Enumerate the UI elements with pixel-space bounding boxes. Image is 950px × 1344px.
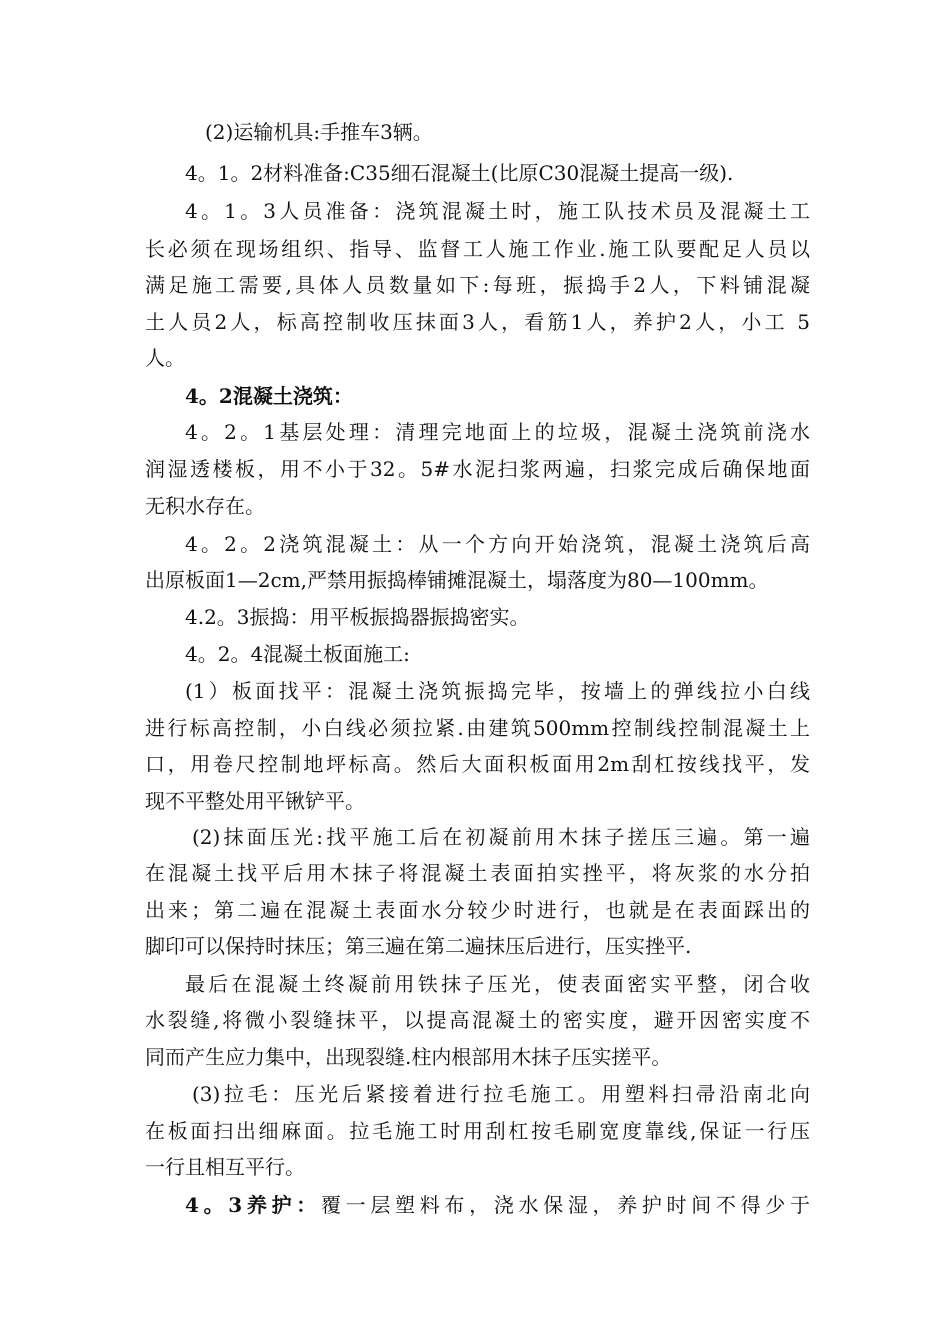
text-line: 出原板面1—2cm,严禁用振捣棒铺摊混凝土，塌落度为80—100mm。 [145, 568, 769, 592]
text-line: 4。1。3人员准备：浇筑混凝土时，施工队技术员及混凝土工 [185, 199, 810, 223]
text-line: 土人员2人，标高控制收压抹面3人，看筋1人，养护2人，小工 5 [145, 310, 810, 334]
text-line: 出来；第二遍在混凝土表面水分较少时进行，也就是在表面踩出的 [145, 898, 810, 922]
text-line: 水裂缝,将微小裂缝抹平，以提高混凝土的密实度，避开因密实度不 [145, 1008, 810, 1032]
paragraph-text: 覆一层塑料布，浇水保湿，养护时间不得少于 [320, 1193, 810, 1217]
section-heading: 4。3养护： [185, 1193, 321, 1217]
text-line: (2)运输机具:手推车3辆。 [205, 120, 433, 144]
text-line: 4。2。2浇筑混凝土：从一个方向开始浇筑，混凝土浇筑后高 [185, 532, 810, 556]
text-line: 润湿透楼板，用不小于32。5#水泥扫浆两遍，扫浆完成后确保地面 [145, 457, 810, 481]
text-line: 4.2。3振捣：用平板振捣器振捣密实。 [185, 605, 530, 629]
text-line: 人。 [145, 346, 185, 370]
text-line [185, 1187, 810, 1223]
text-line: (2)抹面压光:找平施工后在初凝前用木抹子搓压三遍。第一遍 [192, 825, 810, 849]
text-line: 现不平整处用平锹铲平。 [145, 789, 365, 813]
text-line: 脚印可以保持时抹压；第三遍在第二遍抹压后进行，压实挫平. [145, 934, 692, 958]
text-line: 在板面扫出细麻面。拉毛施工时用刮杠按毛刷宽度靠线,保证一行压 [145, 1119, 810, 1143]
section-heading: 4。2混凝土浇筑： [185, 384, 353, 408]
text-line: (1）板面找平：混凝土浇筑振捣完毕，按墙上的弹线拉小白线 [185, 679, 810, 703]
text-line: 满足施工需要,具体人员数量如下:每班，振捣手2人，下料铺混凝 [145, 273, 810, 297]
text-line: 同而产生应力集中，出现裂缝.柱内根部用木抹子压实搓平。 [145, 1045, 672, 1069]
text-line: 在混凝土找平后用木抹子将混凝土表面拍实挫平，将灰浆的水分拍 [145, 861, 810, 885]
text-line: 4。1。2材料准备:C35细石混凝土(比原C30混凝土提高一级). [185, 161, 734, 185]
text-line: 无积水存在。 [145, 494, 265, 518]
text-line: 一行且相互平行。 [145, 1155, 305, 1179]
text-line: 进行标高控制，小白线必须拉紧.由建筑500mm控制线控制混凝土上 [145, 716, 810, 740]
text-line: 最后在混凝土终凝前用铁抹子压光，使表面密实平整，闭合收 [185, 972, 810, 996]
text-line: 口，用卷尺控制地坪标高。然后大面积板面用2m刮杠按线找平，发 [145, 752, 810, 776]
text-line: (3)拉毛：压光后紧接着进行拉毛施工。用塑料扫帚沿南北向 [192, 1082, 810, 1106]
text-line: 长必须在现场组织、指导、监督工人施工作业.施工队要配足人员以 [145, 237, 810, 261]
text-line: 4。2。1基层处理：清理完地面上的垃圾，混凝土浇筑前浇水 [185, 420, 810, 444]
text-line: 4。2。4混凝土板面施工: [185, 642, 410, 666]
